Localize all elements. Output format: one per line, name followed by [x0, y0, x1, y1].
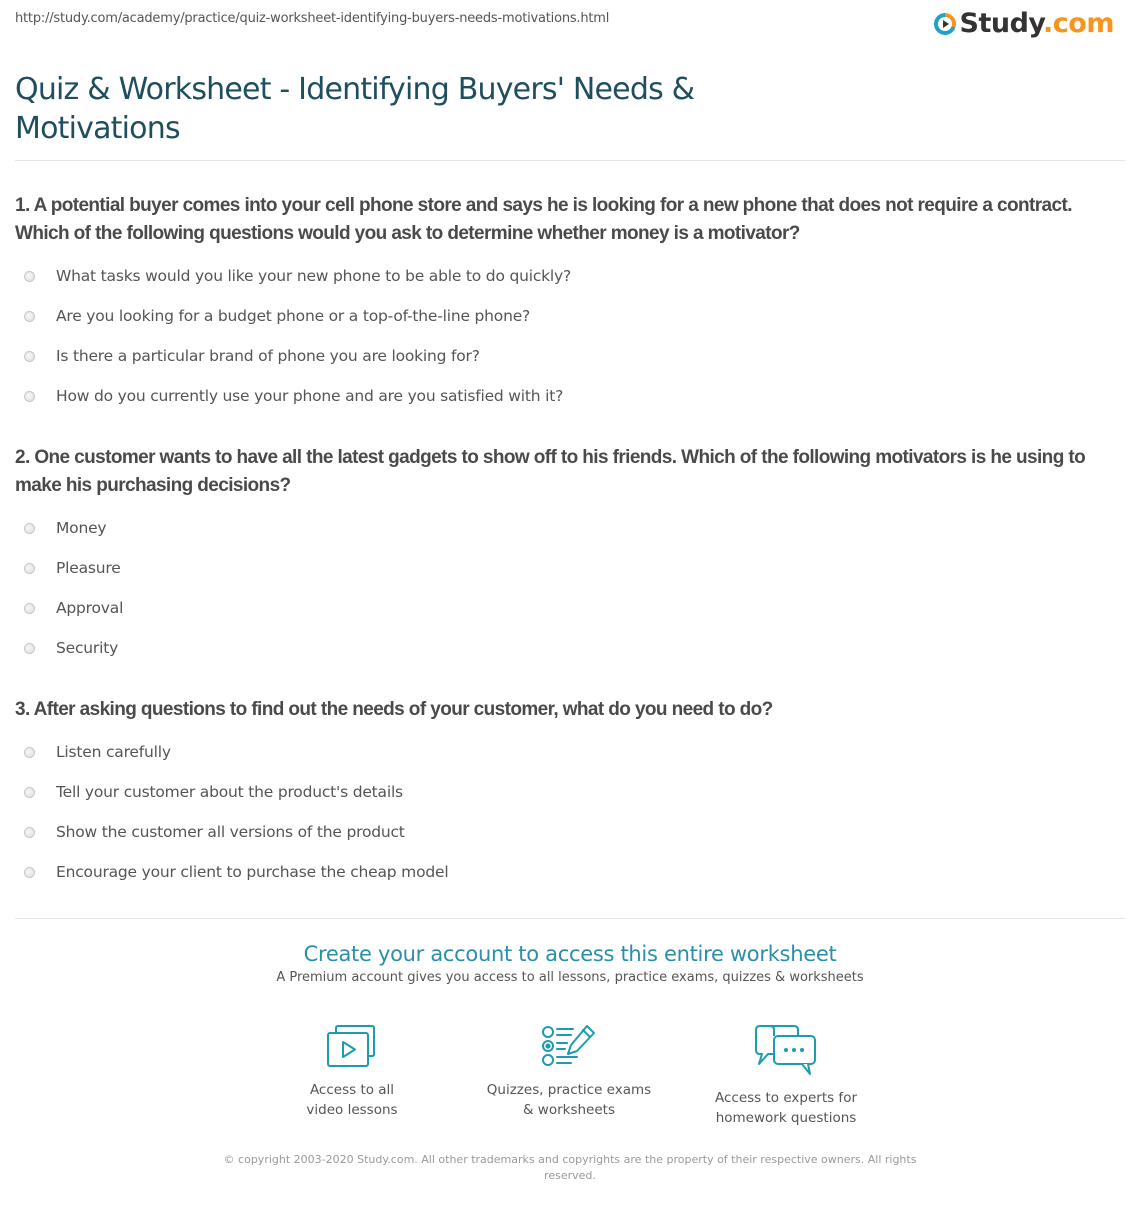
- feature-quizzes: [469, 1024, 669, 1120]
- logo-suffix: .com: [1043, 8, 1114, 39]
- radio-button[interactable]: [24, 867, 35, 878]
- feature-video-lessons: [252, 1024, 452, 1120]
- answer-label: Show the customer all versions of the product: [56, 823, 405, 841]
- radio-button[interactable]: [24, 271, 35, 282]
- radio-button[interactable]: [24, 563, 35, 574]
- answer-label: Listen carefully: [56, 743, 171, 761]
- answer-label: Encourage your client to purchase the cheap model: [56, 863, 449, 881]
- cta-title-link[interactable]: Create your account to access this entire worksheet: [303, 942, 837, 966]
- answer-option[interactable]: [15, 812, 1125, 852]
- answer-label: Money: [56, 519, 107, 537]
- signup-cta: [0, 942, 1140, 985]
- answer-label: Are you looking for a budget phone or a top-of-the-line phone?: [56, 307, 531, 325]
- question-text: 2. One customer wants to have all the latest gadgets to show off to his friends. Which of the following motivators is he using to make his purchasing decisions?: [15, 447, 1086, 496]
- radio-button[interactable]: [24, 311, 35, 322]
- answer-options: [15, 256, 1125, 416]
- answer-label: Is there a particular brand of phone you are looking for?: [56, 347, 480, 365]
- answer-option[interactable]: [15, 588, 1125, 628]
- answer-option[interactable]: [15, 548, 1125, 588]
- answer-options: [15, 508, 1125, 668]
- answer-option[interactable]: [15, 772, 1125, 812]
- radio-button[interactable]: [24, 603, 35, 614]
- answer-label: Security: [56, 639, 119, 657]
- study-logo[interactable]: [934, 8, 1114, 39]
- feature-label: Quizzes, practice exams & worksheets: [486, 1082, 652, 1118]
- question-1: [15, 192, 1125, 416]
- answer-option[interactable]: [15, 508, 1125, 548]
- question-text: 1. A potential buyer comes into your cell phone store and says he is looking for a new phone that does not require a contract. Which of the following questions would you ask to determine whether money is a motivator?: [15, 195, 1072, 244]
- page-url: http://study.com/academy/practice/quiz-worksheet-identifying-buyers-needs-motivations.html: [15, 11, 610, 26]
- answer-label: Approval: [56, 599, 124, 617]
- radio-button[interactable]: [24, 351, 35, 362]
- chat-bubbles-icon: [754, 1024, 818, 1076]
- answer-label: Pleasure: [56, 559, 121, 577]
- answer-label: What tasks would you like your new phone to be able to do quickly?: [56, 267, 572, 285]
- answer-options: [15, 732, 1125, 892]
- feature-label: Access to experts for homework questions: [714, 1090, 857, 1126]
- page-title: Quiz & Worksheet - Identifying Buyers' Needs & Motivations: [15, 72, 695, 146]
- title-divider: [15, 160, 1125, 161]
- logo-text: Study: [959, 8, 1044, 39]
- question-3: [15, 696, 1125, 892]
- answer-option[interactable]: [15, 376, 1125, 416]
- answer-label: How do you currently use your phone and are you satisfied with it?: [56, 387, 564, 405]
- question-text: 3. After asking questions to find out the needs of your customer, what do you need to do?: [15, 699, 773, 720]
- copyright-notice: © copyright 2003-2020 Study.com. All other trademarks and copyrights are the property of their respective owners. All rights reserved.: [223, 1153, 917, 1182]
- quiz-checklist-icon: [541, 1024, 597, 1068]
- content-divider: [15, 918, 1125, 919]
- cta-subtitle: A Premium account gives you access to all lessons, practice exams, quizzes & worksheets: [276, 970, 864, 985]
- video-lessons-icon: [326, 1024, 378, 1068]
- answer-option[interactable]: [15, 336, 1125, 376]
- answer-label: Tell your customer about the product's details: [56, 783, 403, 801]
- radio-button[interactable]: [24, 827, 35, 838]
- feature-label: Access to all video lessons: [306, 1082, 398, 1118]
- radio-button[interactable]: [24, 643, 35, 654]
- radio-button[interactable]: [24, 747, 35, 758]
- answer-option[interactable]: [15, 256, 1125, 296]
- play-logo-icon: [934, 13, 956, 35]
- radio-button[interactable]: [24, 391, 35, 402]
- answer-option[interactable]: [15, 732, 1125, 772]
- radio-button[interactable]: [24, 523, 35, 534]
- question-2: [15, 444, 1125, 668]
- feature-experts: [686, 1024, 886, 1128]
- answer-option[interactable]: [15, 296, 1125, 336]
- answer-option[interactable]: [15, 628, 1125, 668]
- radio-button[interactable]: [24, 787, 35, 798]
- answer-option[interactable]: [15, 852, 1125, 892]
